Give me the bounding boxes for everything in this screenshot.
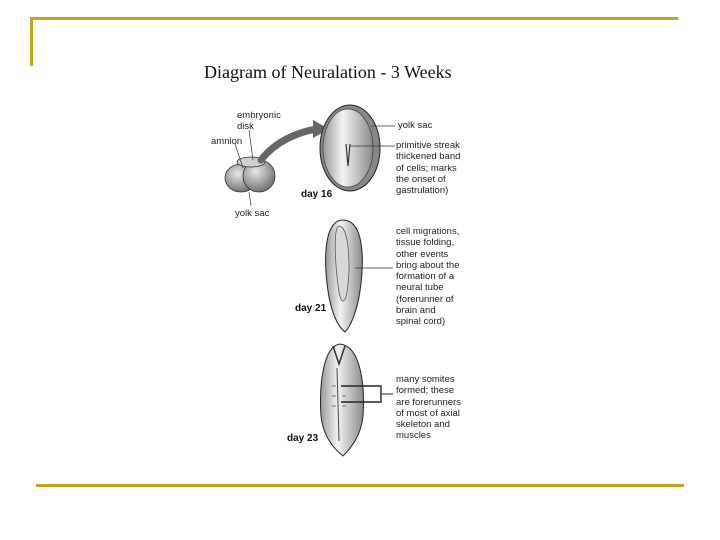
day-21-label: day 21 xyxy=(295,303,327,314)
arrow xyxy=(261,129,317,160)
embryonic-disk-label: embryonic disk xyxy=(237,110,281,133)
slide-title: Diagram of Neuralation - 3 Weeks xyxy=(204,62,452,82)
frame-left-rule xyxy=(30,17,33,66)
day-23-label: day 23 xyxy=(287,433,319,444)
day-16-embryo xyxy=(320,105,395,191)
frame-bottom-rule xyxy=(36,484,684,487)
yolk-sac-label-left: yolk sac xyxy=(235,208,270,219)
amnion-label: amnion xyxy=(211,136,243,147)
neurulation-figure xyxy=(205,96,473,460)
yolk-sac-label-right: yolk sac xyxy=(398,120,433,131)
day-23-embryo xyxy=(321,344,393,456)
day-21-embryo xyxy=(326,220,393,332)
day-23-description: many somites formed; these are forerunners of most of axial skeleton and muscles xyxy=(396,374,461,442)
day-16-label: day 16 xyxy=(301,189,333,200)
frame-top-rule xyxy=(30,17,678,20)
day-21-description: cell migrations, tissue folding, other events bring about the formation of a neural tube (forerunner of brain and spinal cord) xyxy=(396,226,460,328)
day-16-description: primitive streak thickened band of cells; marks the onset of gastrulation) xyxy=(396,140,461,197)
